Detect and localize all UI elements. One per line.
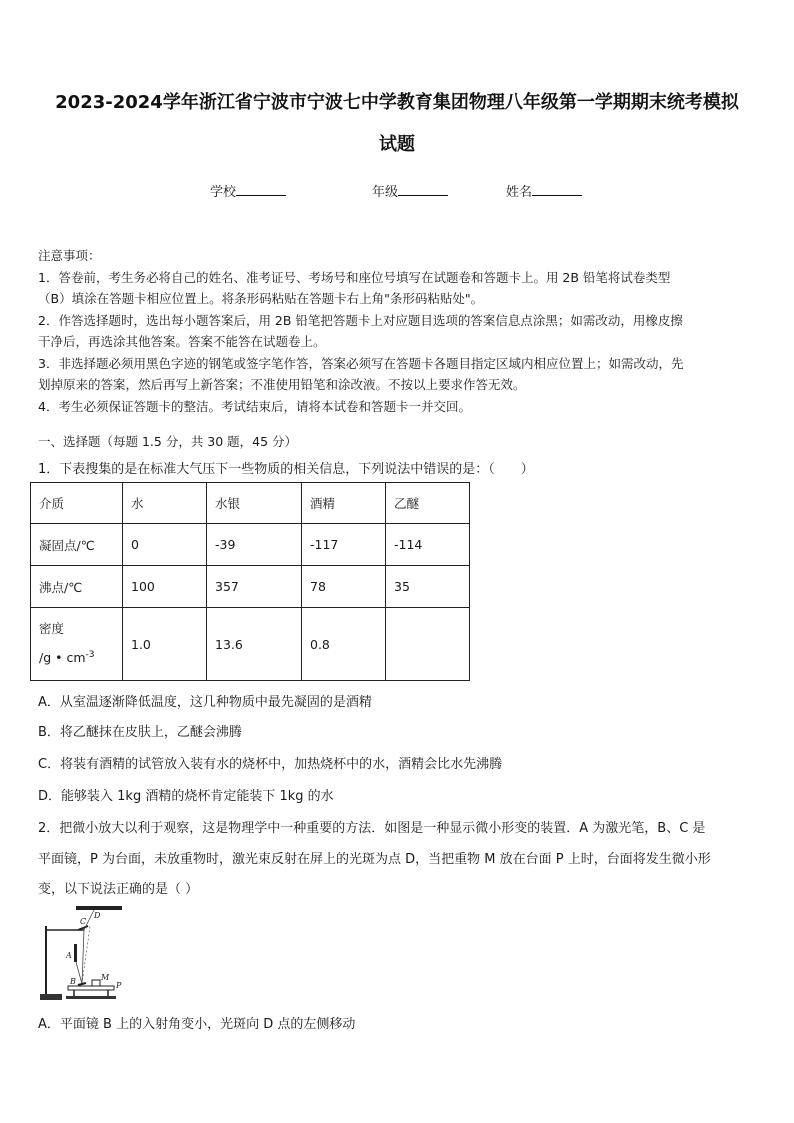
label-c: C	[80, 917, 87, 926]
notes-heading: 注意事项：	[38, 248, 101, 263]
substance-table	[30, 482, 470, 681]
density-label-cell	[31, 608, 123, 681]
q1-option-b: B．将乙醚抹在皮肤上，乙醚会沸腾	[38, 725, 242, 740]
name-field	[506, 181, 582, 200]
label-m: M	[101, 973, 110, 982]
q2-stem-line: 平面镜，P 为台面，未放重物时，激光束反射在屏上的光斑为点 D，当把重物 M 放在台面 P 上时，台面将发生微小形	[38, 852, 711, 867]
table-p	[68, 986, 114, 990]
table-row	[31, 608, 470, 681]
notes-line: 1．答卷前，考生务必将自己的姓名、准考证号、考场号和座位号填写在试题卷和答题卡上。用 2B 铅笔将试卷类型	[38, 269, 671, 285]
section-heading: 一、选择题（每题 1.5 分，共 30 题，45 分）	[38, 434, 298, 449]
q1-option-d: D．能够装入 1kg 酒精的烧杯肯定能装下 1kg 的水	[38, 789, 334, 804]
laser-pen	[74, 944, 77, 962]
notes-block	[38, 245, 758, 417]
table-cell: 1.0	[123, 608, 207, 681]
notes-line: 划掉原来的答案，然后再写上新答案；不准使用铅笔和涂改液。不按以上要求作答无效。	[38, 377, 526, 392]
table-cell: 乙醚	[386, 483, 470, 524]
table-cell: 沸点/℃	[31, 566, 123, 608]
q1-option-c: C．将装有酒精的试管放入装有水的烧杯中，加热烧杯中的水，酒精会比水先沸腾	[38, 757, 503, 772]
name-label: 姓名	[506, 185, 533, 200]
q2-option-a: A．平面镜 B 上的入射角变小，光斑向 D 点的左侧移动	[38, 1017, 356, 1032]
grade-blank	[398, 183, 448, 196]
table-cell: 介质	[31, 483, 123, 524]
notes-line: 4．考生必须保证答题卡的整洁。考试结束后，请将本试卷和答题卡一并交回。	[38, 398, 471, 414]
label-a: A	[66, 951, 72, 960]
table-cell: 357	[207, 566, 302, 608]
label-b: B	[70, 977, 76, 986]
q2-stem-line: 2．把微小放大以利于观察，这是物理学中一种重要的方法．如图是一种显示微小形变的装置．A 为激光笔，B、C 是	[38, 821, 706, 836]
school-blank	[236, 183, 286, 196]
notes-line: 干净后，再选涂其他答案。答案不能答在试题卷上。	[38, 334, 326, 349]
label-d: D	[94, 911, 101, 920]
q1-option-a: A．从室温逐渐降低温度，这几种物质中最先凝固的是酒精	[38, 695, 372, 710]
table-cell: -117	[302, 524, 386, 566]
density-unit-exponent: -3	[85, 650, 95, 661]
school-field	[210, 181, 286, 200]
table-base	[66, 996, 116, 999]
table-cell: 0	[123, 524, 207, 566]
q1-stem: 1．下表搜集的是在标准大气压下一些物质的相关信息，下列说法中错误的是：（ ）	[38, 462, 534, 477]
stand-base	[40, 994, 62, 1000]
notes-line: 3．非选择题必须用黑色字迹的钢笔或签字笔作答，答案必须写在答题卡各题目指定区域内相应位置上；如需改动，先	[38, 355, 684, 371]
table-header-row	[31, 483, 470, 524]
grade-label: 年级	[372, 185, 399, 200]
table-row	[31, 566, 470, 608]
table-cell: -39	[207, 524, 302, 566]
table-cell: 凝固点/℃	[31, 524, 123, 566]
table-cell: 35	[386, 566, 470, 608]
table-cell: 0.8	[302, 608, 386, 681]
name-blank	[532, 183, 582, 196]
exam-title-continued: 试题	[379, 134, 415, 155]
density-label: 密度	[39, 621, 65, 637]
density-unit-base: /g • cm	[39, 650, 86, 666]
table-cell: 水	[123, 483, 207, 524]
density-unit	[39, 642, 122, 671]
light-ray	[76, 962, 82, 984]
weight-m	[92, 980, 100, 986]
table-row	[31, 524, 470, 566]
mirror-b	[78, 983, 86, 985]
label-p: P	[116, 981, 122, 990]
table-cell: -114	[386, 524, 470, 566]
exam-title: 2023-2024学年浙江省宁波市宁波七中学教育集团物理八年级第一学期期末统考模拟	[55, 92, 739, 113]
school-label: 学校	[210, 185, 237, 200]
grade-field	[372, 181, 448, 200]
table-cell: 水银	[207, 483, 302, 524]
table-cell: 13.6	[207, 608, 302, 681]
table-cell: 78	[302, 566, 386, 608]
table-cell	[386, 608, 470, 681]
q2-stem-line: 变，以下说法正确的是（ ）	[38, 882, 199, 897]
table-cell: 100	[123, 566, 207, 608]
notes-line: （B）填涂在答题卡相应位置上。将条形码粘贴在答题卡右上角"条形码粘贴处"。	[38, 291, 484, 306]
notes-line: 2．作答选择题时，选出每小题答案后，用 2B 铅笔把答题卡上对应题目选项的答案信息点涂黑；如需改动，用橡皮擦	[38, 312, 683, 328]
table-cell: 酒精	[302, 483, 386, 524]
screen	[76, 906, 122, 910]
deformation-apparatus-figure	[38, 904, 138, 1002]
